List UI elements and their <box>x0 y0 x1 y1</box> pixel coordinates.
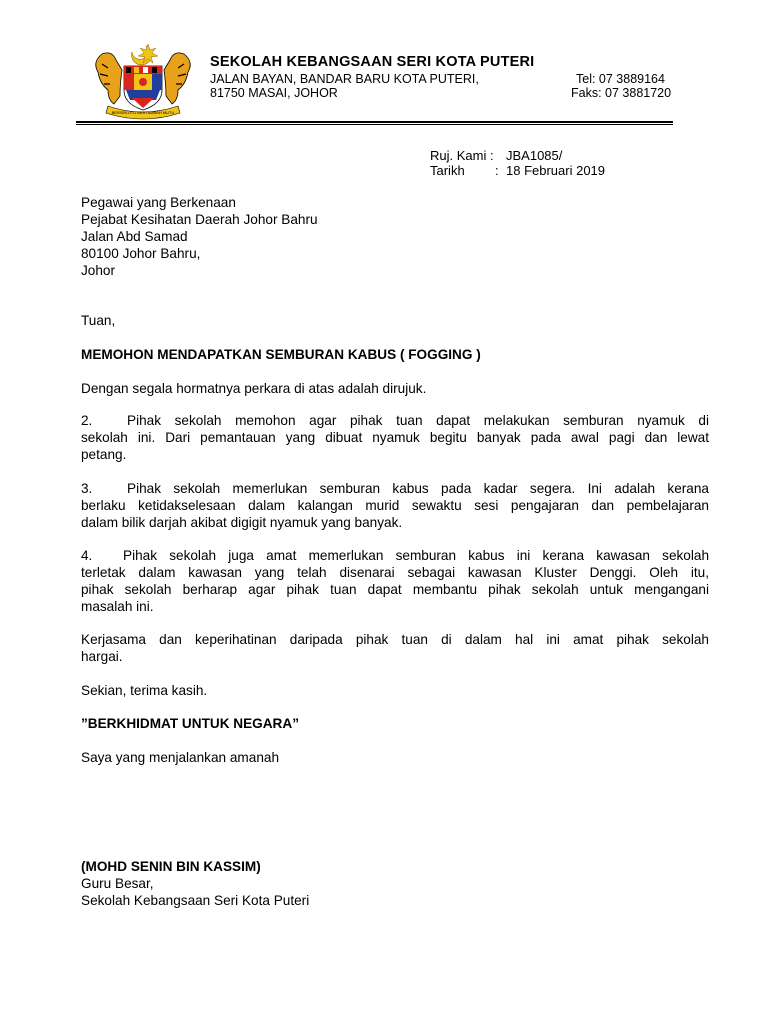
paragraph-line: Pihak sekolah memerlukan semburan kabus pada kadar segera. Ini adalah kerana <box>127 481 709 496</box>
signatory-school: Sekolah Kebangsaan Seri Kota Puteri <box>81 893 310 908</box>
paragraph-line: hargai. <box>81 649 123 664</box>
paragraph-line: sekolah ini. Dari pemantauan yang dibuat nyamuk begitu banyak pada awal pagi dan lewat <box>81 430 709 445</box>
motto: ”BERKHIDMAT UNTUK NEGARA” <box>81 716 299 731</box>
paragraph-line: pihak sekolah berharap agar pihak tuan dapat membantu pihak sekolah untuk mengangani <box>81 582 709 597</box>
paragraph-3 <box>81 480 709 531</box>
reference-tarikh <box>430 163 605 178</box>
svg-text:BERSEKUTU BERTAMBAH MUTU: BERSEKUTU BERTAMBAH MUTU <box>111 110 175 115</box>
telephone: Tel: 07 3889164 <box>576 72 665 86</box>
paragraph-line: berlaku ketidakselesaan dalam kalangan murid sewaktu sesi pengajaran dan pembelajaran <box>81 498 709 513</box>
recipient-line: 80100 Johor Bahru, <box>81 246 201 261</box>
fax: Faks: 07 3881720 <box>571 86 672 100</box>
paragraph-number: 2. <box>81 413 93 428</box>
tarikh-value: 18 Februari 2019 <box>506 163 606 178</box>
signatory-name: (MOHD SENIN BIN KASSIM) <box>81 859 261 874</box>
paragraph-5 <box>81 631 709 665</box>
salutation: Tuan, <box>81 313 116 328</box>
recipient-line: Pegawai yang Berkenaan <box>81 195 236 210</box>
subject: MEMOHON MENDAPATKAN SEMBURAN KABUS ( FOGGING ) <box>81 347 481 362</box>
ruj-label: Ruj. Kami : <box>430 148 494 163</box>
recipient-line: Pejabat Kesihatan Daerah Johor Bahru <box>81 212 318 227</box>
recipient-line: Johor <box>81 263 116 278</box>
letterhead-divider <box>76 121 673 123</box>
opening-paragraph: Dengan segala hormatnya perkara di atas adalah dirujuk. <box>81 381 427 396</box>
paragraph-number: 4. <box>81 548 93 563</box>
paragraph-line: dalam bilik darjah akibat digigit nyamuk yang banyak. <box>81 515 403 530</box>
school-name: SEKOLAH KEBANGSAAN SERI KOTA PUTERI <box>210 54 535 70</box>
paragraph-4 <box>81 547 709 615</box>
address-line-2: 81750 MASAI, JOHOR <box>210 86 338 100</box>
paragraph-2 <box>81 412 709 463</box>
paragraph-number: 3. <box>81 481 93 496</box>
paragraph-line: Pihak sekolah memohon agar pihak tuan dapat melakukan semburan nyamuk di <box>127 413 709 428</box>
paragraph-line: masalah ini. <box>81 599 154 614</box>
signatory-title: Guru Besar, <box>81 876 154 891</box>
letterhead-divider-thin <box>76 124 673 125</box>
recipient-line: Jalan Abd Samad <box>81 229 188 244</box>
paragraph-line: petang. <box>81 447 127 462</box>
trust-line: Saya yang menjalankan amanah <box>81 750 279 765</box>
tarikh-label: Tarikh <box>430 163 465 178</box>
malaysia-coat-of-arms-icon <box>88 42 198 120</box>
address-line-1: JALAN BAYAN, BANDAR BARU KOTA PUTERI, <box>210 72 479 86</box>
closing-thanks: Sekian, terima kasih. <box>81 683 208 698</box>
tarikh-colon: : <box>495 163 499 178</box>
paragraph-line: Pihak sekolah juga amat memerlukan semburan kabus ini kerana kawasan sekolah <box>123 548 709 563</box>
paragraph-line: terletak dalam kawasan yang telah disenarai sebagai kawasan Kluster Denggi. Oleh itu, <box>81 565 709 580</box>
paragraph-line: Kerjasama dan keperihatinan daripada pihak tuan di dalam hal ini amat pihak sekolah <box>81 632 709 647</box>
ruj-value: JBA1085/ <box>506 148 563 163</box>
reference-ruj <box>430 148 562 163</box>
